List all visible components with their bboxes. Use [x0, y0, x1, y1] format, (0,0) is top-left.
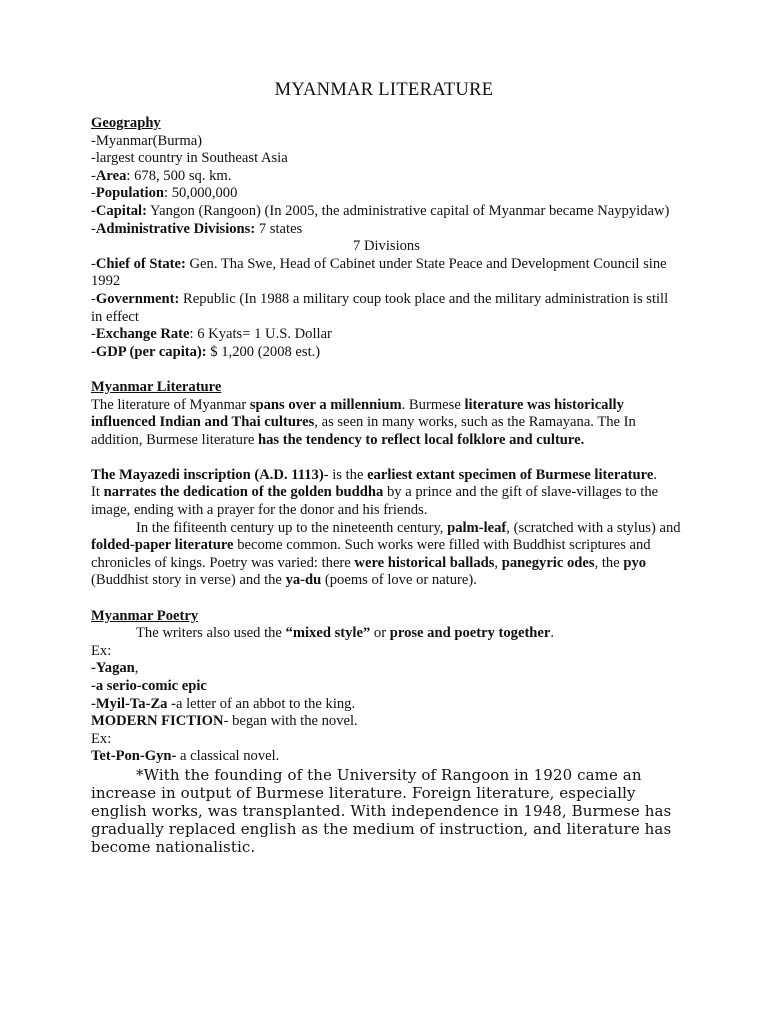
section-heading-literature: Myanmar Literature	[91, 378, 222, 395]
poetry-line-serio: -a serio-comic epic	[91, 678, 207, 694]
section-heading-geography: Geography	[91, 115, 161, 131]
geo-line-admin-divisions: 7 Divisions	[353, 238, 420, 255]
geo-line-government: -Government: Republic (In 1988 a military coup took place and the military administration is still in effect	[91, 290, 669, 325]
poetry-line-tet: Tet-Pon-Gyn- a classical novel.	[91, 748, 280, 765]
literature-paragraph-1: The literature of Myanmar spans over a millennium. Burmese literature was historically influenced Indian and Thai cultures, as seen in many works, such as the Ramayana. The In addition, Burmese literature has the tendency to reflect local folklore and culture.	[91, 396, 636, 448]
literature-paragraph-3: It narrates the dedication of the golden buddha by a prince and the gift of slave-villages to the image, ending with a prayer for the donor and his friends.	[91, 484, 659, 519]
geo-line-name: -Myanmar(Burma)	[91, 132, 203, 149]
geo-line-gdp: -GDP (per capita): $ 1,200 (2008 est.)	[91, 343, 321, 360]
geo-line-exchange: -Exchange Rate: 6 Kyats= 1 U.S. Dollar	[91, 326, 332, 343]
geo-line-chief: -Chief of State: Gen. Tha Swe, Head of Cabinet under State Peace and Development Council sine 1992	[91, 255, 667, 290]
poetry-closing-paragraph: *With the founding of the University of Rangoon in 1920 came an increase in output of Burmese literature. Foreign literature, especially english works, was transplanted. With independence in 1948, Burmese has gradually replaced english as the medium of instruction, and literature has become nationalistic.	[91, 765, 672, 856]
document-body	[91, 115, 681, 856]
poetry-example-label-2: Ex:	[91, 730, 112, 747]
geo-line-largest: -largest country in Southeast Asia	[91, 150, 288, 167]
poetry-example-label-1: Ex:	[91, 642, 112, 659]
literature-paragraph-2: The Mayazedi inscription (A.D. 1113)- is the earliest extant specimen of Burmese literature.	[91, 466, 657, 483]
geo-line-capital: -Capital: Yangon (Rangoon) (In 2005, the administrative capital of Myanmar became Naypyidaw)	[91, 202, 670, 219]
geo-line-population: -Population: 50,000,000	[91, 185, 238, 202]
section-heading-poetry: Myanmar Poetry	[91, 607, 199, 624]
poetry-line-myil: -Myil-Ta-Za -a letter of an abbot to the king.	[91, 695, 356, 712]
poetry-line-yagan: -Yagan,	[91, 660, 139, 677]
poetry-line-modern: MODERN FICTION- began with the novel.	[91, 713, 358, 730]
poetry-paragraph-1: The writers also used the “mixed style” or prose and poetry together.	[136, 625, 555, 642]
page-title: MYANMAR LITERATURE	[274, 80, 494, 100]
literature-paragraph-4: In the fifiteenth century up to the nineteenth century, palm-leaf, (scratched with a stylus) and folded-paper literature become common. Such works were filled with Buddhist scriptures and chronicles of kings. Poetry was varied: there were historical ballads, panegyric odes, the pyo (Buddhist story in verse) and the ya-du (poems of love or nature).	[91, 519, 681, 589]
geo-line-admin: -Administrative Divisions: 7 states	[91, 220, 303, 237]
geo-line-area: -Area: 678, 500 sq. km.	[91, 167, 232, 184]
